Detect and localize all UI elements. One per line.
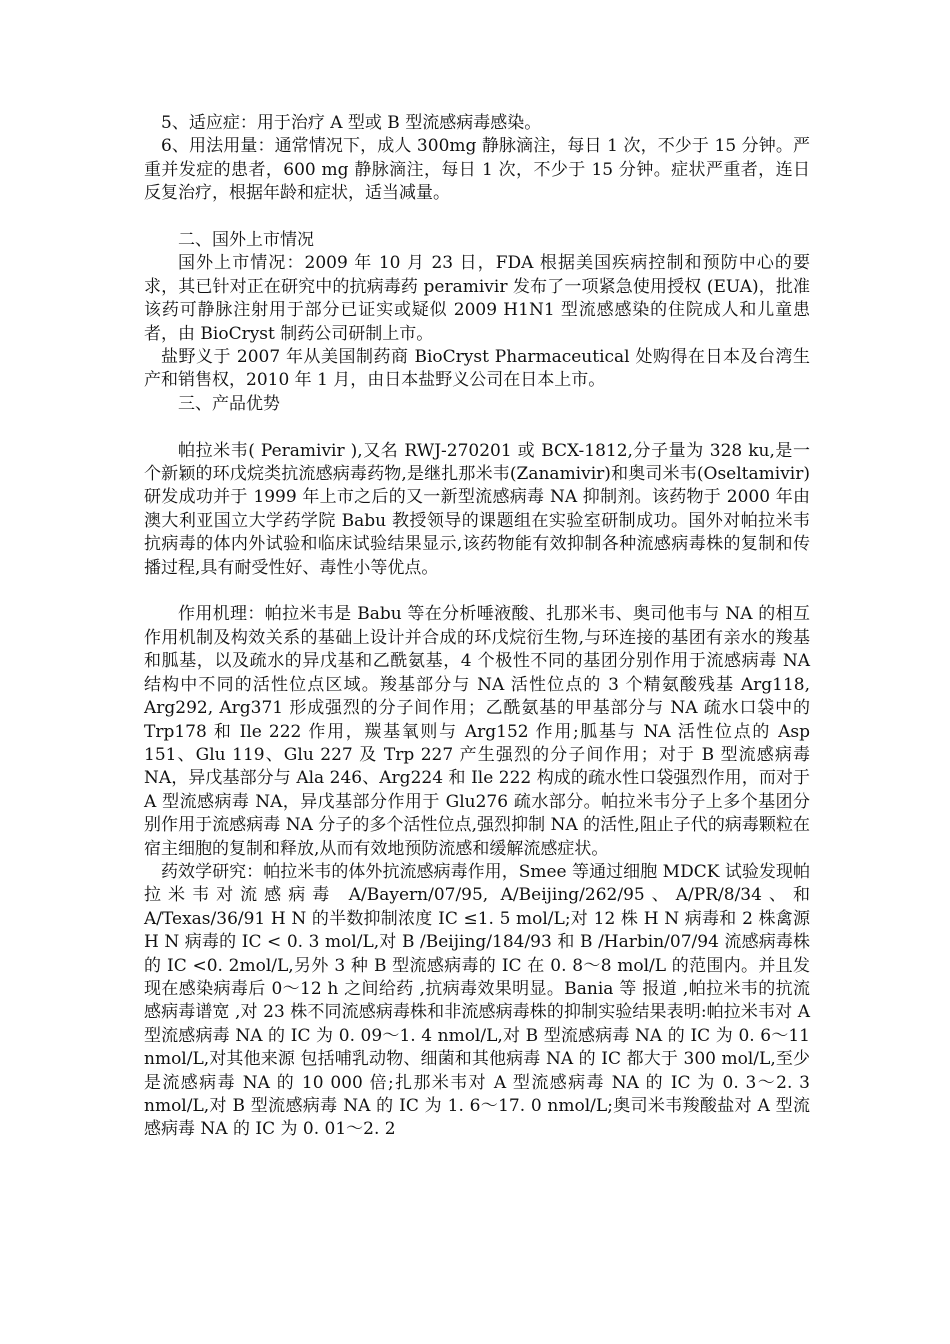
section-heading-product-advantages: 三、产品优势 bbox=[178, 393, 280, 414]
peramivir-intro-paragraph: 帕拉米韦( Peramivir ),又名 RWJ-270201 或 BCX-1812,分子量为 328 ku,是一个新颖的环戊烷类抗流感病毒药物,是继扎那米韦(Zanamivir)和奥司米韦(Oseltamivir)研发成功并于 1999 年上市之后的又一新型流感病毒 NA 抑制剂。该药物于 2000 年由澳大利亚国立大学药学院 Babu 教授领导的课题组在实验室研制成功。国外对帕拉米韦抗病毒的体内外试验和临床试验结果显示,该药物能有效抑制各种流感病毒株的复制和传播过程,具有耐受性好、毒性小等优点。 bbox=[144, 440, 810, 578]
spacer bbox=[144, 206, 810, 229]
section-heading-overseas-market: 二、国外上市情况 bbox=[178, 230, 314, 251]
shionogi-paragraph: 盐野义于 2007 年从美国制药商 BioCryst Pharmaceutical 处购得在日本及台湾生产和销售权，2010 年 1 月，由日本盐野义公司在日本上市。 bbox=[144, 347, 810, 391]
overseas-market-paragraph: 国外上市情况：2009 年 10 月 23 日，FDA 根据美国疾病控制和预防中心的要求，其已针对正在研究中的抗病毒药 peramivir 发布了一项紧急使用授权 (EUA)，批准该药可静脉注射用于部分已证实或疑似 2009 H1N1 型流感感染的住院成人和儿童患者，由 BioCryst 制药公司研制上市。 bbox=[144, 253, 810, 344]
document-page bbox=[144, 112, 810, 1142]
indication-paragraph: 5、适应症：用于治疗 A 型或 B 型流感病毒感染。 bbox=[161, 113, 542, 133]
mechanism-paragraph: 作用机理：帕拉米韦是 Babu 等在分析唾液酸、扎那米韦、奥司他韦与 NA 的相互作用机制及构效关系的基础上设计并合成的环戊烷衍生物,与环连接的基团有亲水的羧基和胍基，以及疏水的异戊基和乙酰氨基，4 个极性不同的基团分别作用于流感病毒 NA 结构中不同的活性位点区域。羧基部分与 NA 活性位点的 3 个精氨酸残基 Arg118, Arg292, Arg371 形成强烈的分子间作用；乙酰氨基的甲基部分与 NA 疏水口袋中的 Trp178 和 Ile 222 作用，羰基氧则与 Arg152 作用;胍基与 NA 活性位点的 Asp 151、Glu 119、Glu 227 及 Trp 227 产生强烈的分子间作用；对于 B 型流感病毒 NA，异戊基部分与 Ala 246、Arg224 和 Ile 222 构成的疏水性口袋强烈作用，而对于 A 型流感病毒 NA，异戊基部分作用于 Glu276 疏水部分。帕拉米韦分子上多个基团分别作用于流感病毒 NA 分子的多个活性位点,强烈抑制 NA 的活性,阻止子代的病毒颗粒在宿主细胞的复制和释放,从而有效地预防流感和缓解流感症状。 bbox=[144, 604, 810, 859]
dosage-paragraph: 6、用法用量：通常情况下，成人 300mg 静脉滴注，每日 1 次，不少于 15 分钟。严重并发症的患者，600 mg 静脉滴注，每日 1 次，不少于 15 分钟。症状严重者，连日反复治疗，根据年龄和症状，适当减量。 bbox=[144, 136, 810, 204]
spacer bbox=[144, 580, 810, 603]
spacer bbox=[144, 416, 810, 439]
pharmacodynamics-paragraph: 药效学研究：帕拉米韦的体外抗流感病毒作用，Smee 等通过细胞 MDCK 试验发现帕拉米韦对流感病毒 A/Bayern/07/95, A/Beijing/262/95、A/PR/8/34、和 A/Texas/36/91 H N 的半数抑制浓度 IC ≤1. 5 mol/L;对 12 株 H N 病毒和 2 株禽源 H N 病毒的 IC < 0. 3 mol/L,对 B /Beijing/184/93 和 B /Harbin/07/94 流感病毒株的 IC <0. 2mol/L,另外 3 种 B 型流感病毒的 IC 在 0. 8～8 mol/L 的范围内。并且发现在感染病毒后 0～12 h 之间给药 ,抗病毒效果明显。Bania 等 报道 ,帕拉米韦的抗流感病毒谱宽 ,对 23 株不同流感病毒株和非流感病毒株的抑制实验结果表明:帕拉米韦对 A 型流感病毒 NA 的 IC 为 0. 09～1. 4 nmol/L,对 B 型流感病毒 NA 的 IC 为 0. 6～11 nmol/L,对其他来源 包括哺乳动物、细菌和其他病毒 NA 的 IC 都大于 300 mol/L,至少是流感病毒 NA 的 10 000 倍;扎那米韦对 A 型流感病毒 NA 的 IC 为 0. 3～2. 3 nmol/L,对 B 型流感病毒 NA 的 IC 为 1. 6～17. 0 nmol/L;奥司米韦羧酸盐对 A 型流感病毒 NA 的 IC 为 0. 01～2. 2 bbox=[144, 861, 810, 1140]
